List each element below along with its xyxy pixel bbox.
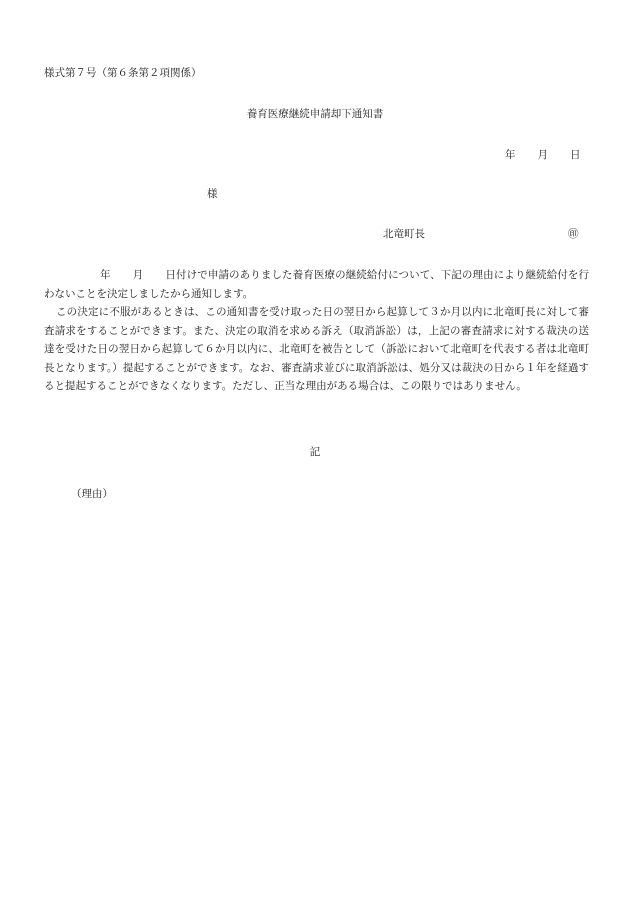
notice-paragraph-1 [44, 266, 589, 303]
date-line [505, 150, 581, 161]
notice-paragraph-1-text: 日付けで申請のありました養育医療の継続給付について、下記の理由により継続給付を行わないことを決定しましたから通知します。 [44, 269, 590, 300]
issuer-name: 北竜町長 [383, 228, 425, 240]
notice-paragraph-2: この決定に不服があるときは、この通知書を受け取った日の翌日から起算して３か月以内に北竜町長に対して審査請求をすることができます。また、決定の取消を求める訴え（取消訴訟）は，上記の審査請求に対する裁決の送達を受けた日の翌日から起算して６か月以内に、北竜町を被告として（訴訟において北竜町を代表する者は北竜町長となります。）提起することができます。なお、審査請求並びに取消訴訟は、処分又は裁決の日から１年を経過すると提起することができなくなります。ただし、正当な理由がある場合は、この限りではありません。 [44, 306, 589, 392]
document-title: 養育医療継続申請却下通知書 [246, 108, 384, 120]
date-month-label: 月 [537, 149, 548, 161]
seal-mark: ㊞ [568, 228, 579, 240]
date-day-label: 日 [570, 149, 581, 161]
notice-body [44, 266, 589, 396]
reason-label: （理由） [71, 488, 113, 500]
application-year-label: 年 [100, 269, 111, 281]
date-year-label: 年 [505, 149, 516, 161]
application-month-label: 月 [132, 269, 144, 281]
ki-heading: 記 [309, 446, 321, 458]
form-number: 様式第７号（第６条第２項関係） [44, 67, 202, 79]
addressee-suffix: 様 [207, 188, 218, 200]
